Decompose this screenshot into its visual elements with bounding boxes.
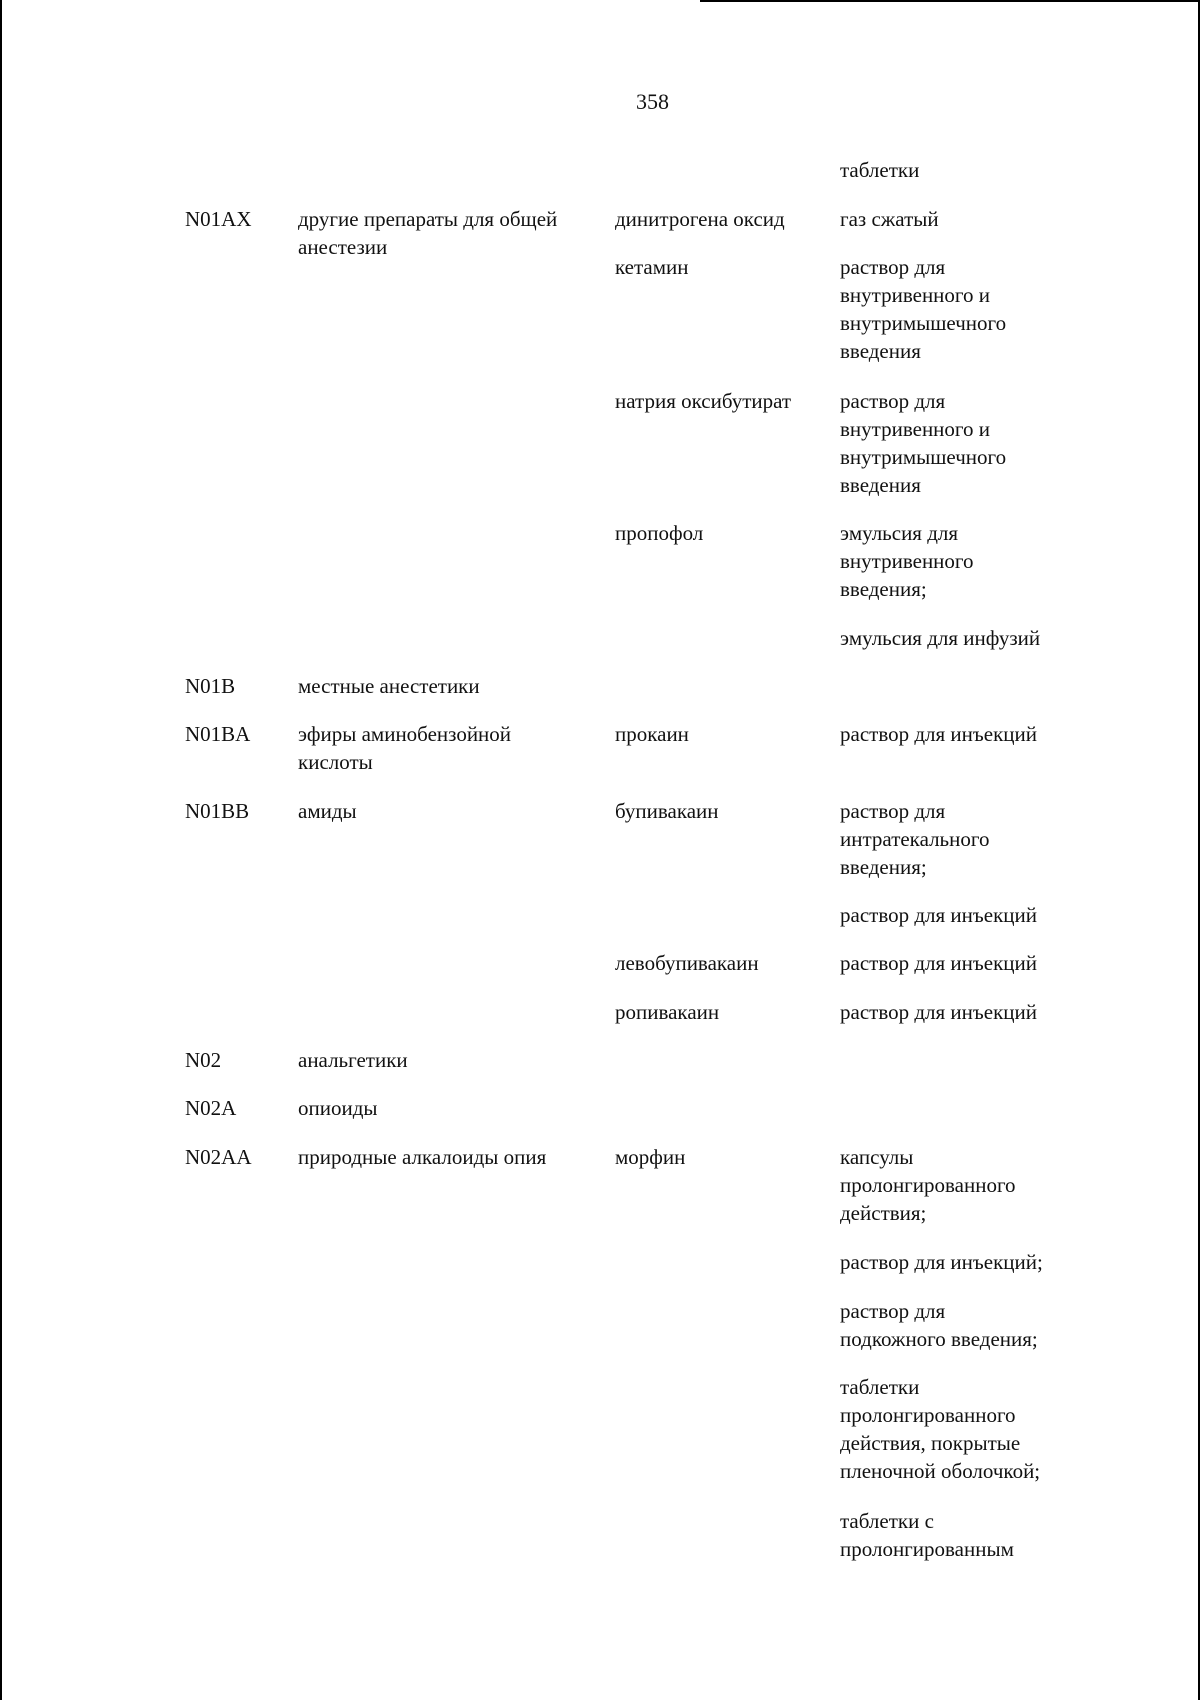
group-name: анестезии [298,235,388,259]
dosage-form: таблетки с [840,1509,934,1533]
dosage-form: введения; [840,855,927,879]
drug-name: динитрогена оксид [615,207,785,231]
atc-code: N02AA [185,1145,252,1169]
group-name: местные анестетики [298,674,480,698]
dosage-form: раствор для инъекций [840,722,1037,746]
dosage-form: введения [840,339,921,363]
dosage-form: раствор для инъекций [840,951,1037,975]
atc-code: N01BB [185,799,250,823]
drug-name: ропивакаин [615,1000,720,1024]
dosage-form: пролонгированным [840,1537,1014,1561]
dosage-form: раствор для [840,799,946,823]
dosage-form: внутривенного и [840,417,990,441]
dosage-form: введения [840,473,921,497]
dosage-form: раствор для инъекций [840,1000,1037,1024]
drug-name: левобупивакаин [615,951,759,975]
dosage-form: раствор для [840,255,946,279]
dosage-form: введения; [840,577,927,601]
dosage-form: внутримышечного [840,445,1007,469]
dosage-form: пролонгированного [840,1403,1016,1427]
dosage-form: капсулы [840,1145,914,1169]
dosage-form: таблетки [840,158,920,182]
page-number: 358 [636,89,669,114]
atc-code: N01BA [185,722,251,746]
dosage-form: газ сжатый [840,207,939,231]
drug-name: прокаин [615,722,689,746]
drug-name: морфин [615,1145,686,1169]
group-name: опиоиды [298,1096,378,1120]
scan-edge-top [700,0,1200,2]
drug-name: бупивакаин [615,799,719,823]
dosage-form: внутривенного [840,549,974,573]
atc-code: N01AX [185,207,252,231]
dosage-form: раствор для [840,389,946,413]
scan-edge-left [0,0,2,1700]
dosage-form: эмульсия для [840,521,959,545]
group-name: другие препараты для общей [298,207,558,231]
atc-code: N01B [185,674,236,698]
dosage-form: эмульсия для инфузий [840,626,1041,650]
dosage-form: раствор для [840,1299,946,1323]
dosage-form: действия, покрытые [840,1431,1021,1455]
dosage-form: таблетки [840,1375,920,1399]
group-name: эфиры аминобензойной [298,722,512,746]
group-name: природные алкалоиды опия [298,1145,547,1169]
atc-code: N02 [185,1048,222,1072]
atc-code: N02A [185,1096,237,1120]
dosage-form: интратекального [840,827,990,851]
dosage-form: внутримышечного [840,311,1007,335]
drug-name: натрия оксибутират [615,389,792,413]
group-name: кислоты [298,750,373,774]
drug-name: кетамин [615,255,689,279]
dosage-form: внутривенного и [840,283,990,307]
dosage-form: действия; [840,1201,927,1225]
dosage-form: раствор для инъекций; [840,1250,1043,1274]
group-name: амиды [298,799,357,823]
dosage-form: пленочной оболочкой; [840,1459,1041,1483]
drug-name: пропофол [615,521,704,545]
group-name: анальгетики [298,1048,408,1072]
dosage-form: раствор для инъекций [840,903,1037,927]
dosage-form: пролонгированного [840,1173,1016,1197]
dosage-form: подкожного введения; [840,1327,1038,1351]
